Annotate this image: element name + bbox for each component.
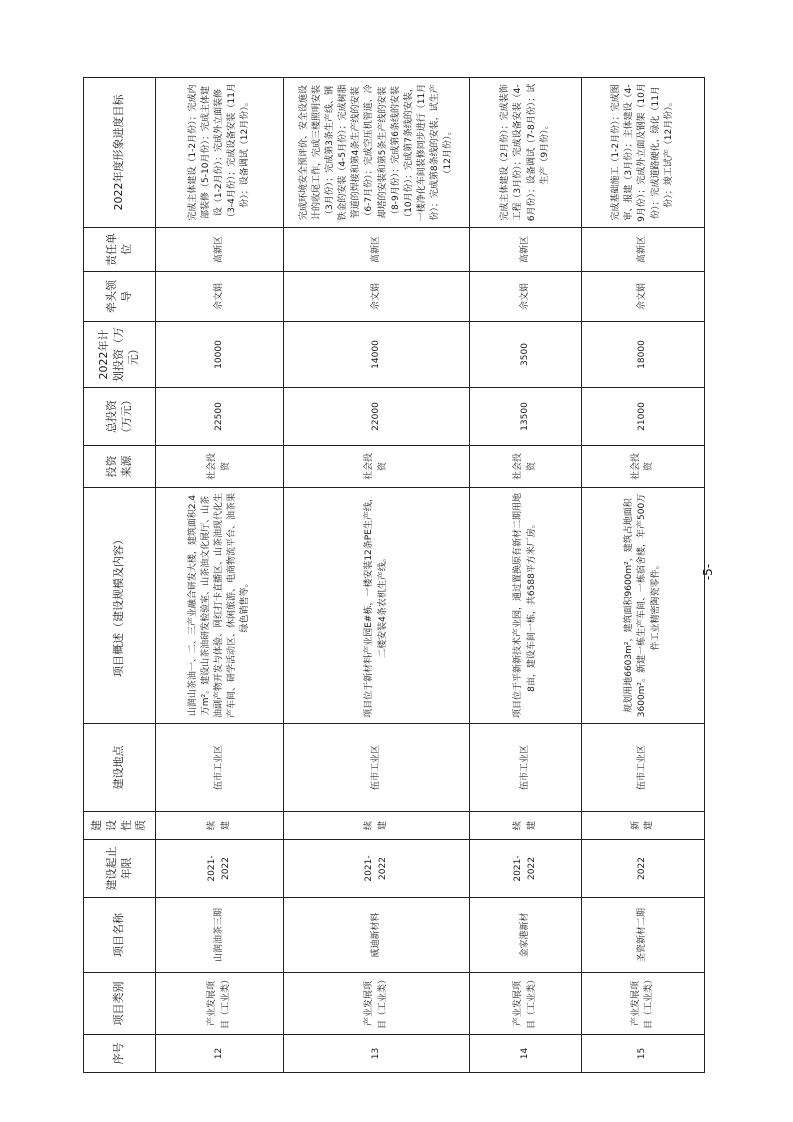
cell-seq: 13	[284, 1035, 470, 1073]
header-unit: 责任单位	[84, 228, 156, 272]
cell-unit: 高新区	[156, 228, 284, 272]
cell-name: 山润油茶三期	[156, 898, 284, 973]
cell-target: 完成环境安全预评价、安全设施设计的收尾工作，完成三楼照明安装（3月份）；完成第3条生产线、钢铁金的安装（4-5月份）；完成树脂管道的焊接和第4条生产线的安装（6-7月份）；完成空压机管道、冷却塔的安装和第5条生产线的安装（8-9月份）；完成第6条线的安装（10月份）；完成第7条线的安装，一楼净化车间装修同步进行（11月份）；完成第8条线的安装，试生产（12月份）。	[284, 78, 470, 228]
cell-source: 社会投资	[470, 446, 582, 488]
table-row	[156, 78, 284, 1073]
cell-location: 伍市工业区	[284, 724, 470, 812]
cell-total: 21000	[582, 388, 705, 446]
table-row	[470, 78, 582, 1073]
header-row	[84, 78, 156, 1073]
header-seq: 序号	[84, 1035, 156, 1073]
cell-unit: 高新区	[470, 228, 582, 272]
header-location: 建设地点	[84, 724, 156, 812]
cell-seq: 12	[156, 1035, 284, 1073]
header-total: 总投资（万元）	[84, 388, 156, 446]
cell-location: 伍市工业区	[582, 724, 705, 812]
cell-location: 伍市工业区	[470, 724, 582, 812]
page-number: -5-	[701, 563, 716, 581]
cell-overview: 规划用地6603m²，建筑面积9600m²，建筑占地面积3600m²。新建一栋生产车间、一栋宿舍楼，年产500万件工业精密陶瓷零件。	[582, 488, 705, 724]
cell-leader: 佘文娟	[156, 272, 284, 322]
table-row	[582, 78, 705, 1073]
cell-nature: 续建	[284, 812, 470, 840]
cell-category: 产业发展项目（工业类）	[470, 973, 582, 1035]
cell-total: 13500	[470, 388, 582, 446]
cell-seq: 15	[582, 1035, 705, 1073]
rotated-table-wrapper	[83, 78, 704, 1073]
cell-category: 产业发展项目（工业类）	[284, 973, 470, 1035]
header-name: 项目名称	[84, 898, 156, 973]
cell-seq: 14	[470, 1035, 582, 1073]
cell-period: 2021-2022	[470, 840, 582, 898]
cell-nature: 续建	[470, 812, 582, 840]
cell-target: 完成主体建设（1-2月份）；完成内部装修（5-10月份）；完成主体建设（1-2月份）；完成外立面装修（3-4月份）；完成设备安装（11月份）；设备调试（12月份）。	[156, 78, 284, 228]
header-plan: 2022年计划投资（万元）	[84, 322, 156, 388]
cell-nature: 续建	[156, 812, 284, 840]
header-period: 建设起止年限	[84, 840, 156, 898]
header-source: 投资来源	[84, 446, 156, 488]
cell-name: 威迪新材料	[284, 898, 470, 973]
cell-period: 2022	[582, 840, 705, 898]
cell-category: 产业发展项目（工业类）	[582, 973, 705, 1035]
cell-name: 金家港新材	[470, 898, 582, 973]
cell-total: 22500	[156, 388, 284, 446]
project-table	[83, 77, 705, 1073]
cell-leader: 佘文娟	[582, 272, 705, 322]
cell-unit: 高新区	[582, 228, 705, 272]
cell-plan: 10000	[156, 322, 284, 388]
cell-source: 社会投资	[284, 446, 470, 488]
cell-overview: 项目位于新材料产业园E#栋，一楼安装12条PE生产线，二楼安装4条农机生产线。	[284, 488, 470, 724]
cell-plan: 3500	[470, 322, 582, 388]
cell-unit: 高新区	[284, 228, 470, 272]
header-category: 项目类别	[84, 973, 156, 1035]
cell-category: 产业发展项目（工业类）	[156, 973, 284, 1035]
cell-overview: 项目位于平新新技术产业园，通过置换原有新材二期用地8亩，建设车间一栋，共6588平方米厂房。	[470, 488, 582, 724]
cell-period: 2021-2022	[284, 840, 470, 898]
cell-plan: 18000	[582, 322, 705, 388]
cell-leader: 佘文娟	[284, 272, 470, 322]
cell-plan: 14000	[284, 322, 470, 388]
cell-source: 社会投资	[582, 446, 705, 488]
cell-source: 社会投资	[156, 446, 284, 488]
cell-total: 22000	[284, 388, 470, 446]
cell-name: 圣瓷新材二期	[582, 898, 705, 973]
cell-nature: 新建	[582, 812, 705, 840]
header-overview: 项目概述（建设规模及内容）	[84, 488, 156, 724]
header-target: 2022年度形象进度目标	[84, 78, 156, 228]
header-leader: 牵头领导	[84, 272, 156, 322]
cell-target: 完成基础施工（1-2月份）；完成图审、报建（3月份）；主体建设（4-9月份）；完成外立面及钢架（10月份）；完成道路硬化、绿化（11月份）；竣工试产（12月份）。	[582, 78, 705, 228]
cell-target: 完成主体建设（2月份）；完成装饰工程（3月份）；完成设备安装（4-6月份）；设备调试（7-8月份）；试生产（9月份）。	[470, 78, 582, 228]
header-nature: 建设性质	[84, 812, 156, 840]
cell-location: 伍市工业区	[156, 724, 284, 812]
cell-leader: 佘文娟	[470, 272, 582, 322]
table-row	[284, 78, 470, 1073]
cell-period: 2021-2022	[156, 840, 284, 898]
cell-overview: 山润山茶油一、二、三产业融合研发大楼，建筑面积2.4万m²。建设山茶油研发检验室、山茶油文化展厅、山茶油副产物开发与体验、网红打卡直播区、山茶油现代化生产车间、研学活动区、休闲旅游、电商物流平台、油茶果绿色销售等。	[156, 488, 284, 724]
